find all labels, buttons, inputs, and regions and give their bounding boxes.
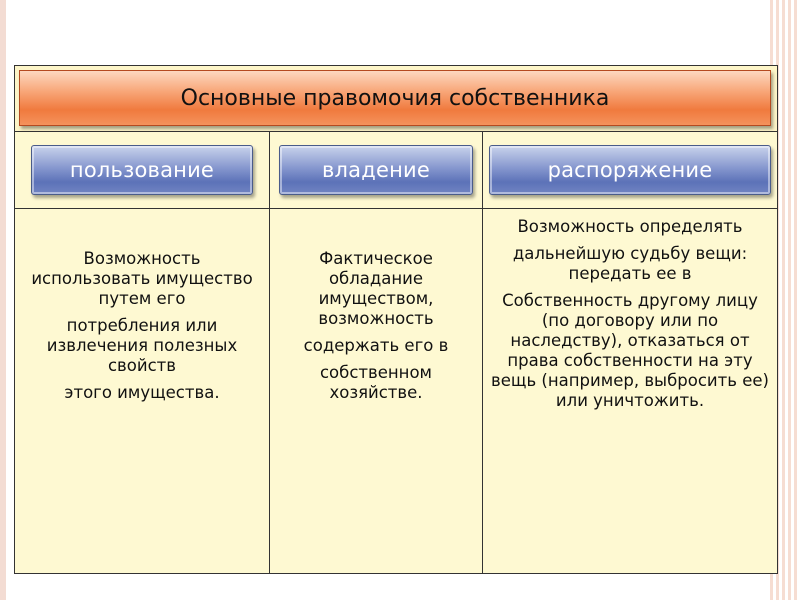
header-label-disposal: распоряжение	[547, 158, 713, 182]
table-header	[15, 66, 777, 132]
cell-disposal-description	[483, 209, 777, 574]
ownership-rights-table	[14, 65, 778, 574]
cell-paragraph: Собственность другому лицу (по договору или по наследству), отказаться от права собственности на эту вещь (например, выбросить ее) или уничтожить.	[491, 291, 769, 410]
header-pill-disposal	[489, 145, 771, 195]
header-label-possession: владение	[321, 158, 430, 182]
header-label-use: пользование	[69, 158, 215, 182]
cell-paragraph: дальнейшую судьбу вещи: передать ее в	[512, 244, 748, 283]
cell-paragraph: потребления или извлечения полезных свойств	[46, 316, 238, 375]
cell-paragraph: этого имущества.	[64, 383, 220, 402]
cell-paragraph: содержать его в	[303, 336, 449, 355]
slide-frame-left	[0, 0, 6, 600]
column-header-use	[15, 132, 269, 208]
header-pill-use	[31, 145, 253, 195]
cell-paragraph: Возможность определять	[517, 217, 743, 236]
title-bar	[19, 70, 771, 126]
header-pill-possession	[279, 145, 473, 195]
column-header-possession	[270, 132, 482, 208]
cell-paragraph: Возможность использовать имущество путем его	[31, 249, 253, 308]
column-header-disposal	[483, 132, 777, 208]
cell-paragraph: собственном хозяйстве.	[319, 363, 433, 402]
cell-use-description	[15, 209, 269, 574]
cell-possession-description	[270, 209, 482, 574]
table-title: Основные правомочия собственника	[180, 85, 610, 111]
cell-paragraph: Фактическое обладание имуществом, возможность	[318, 249, 434, 328]
